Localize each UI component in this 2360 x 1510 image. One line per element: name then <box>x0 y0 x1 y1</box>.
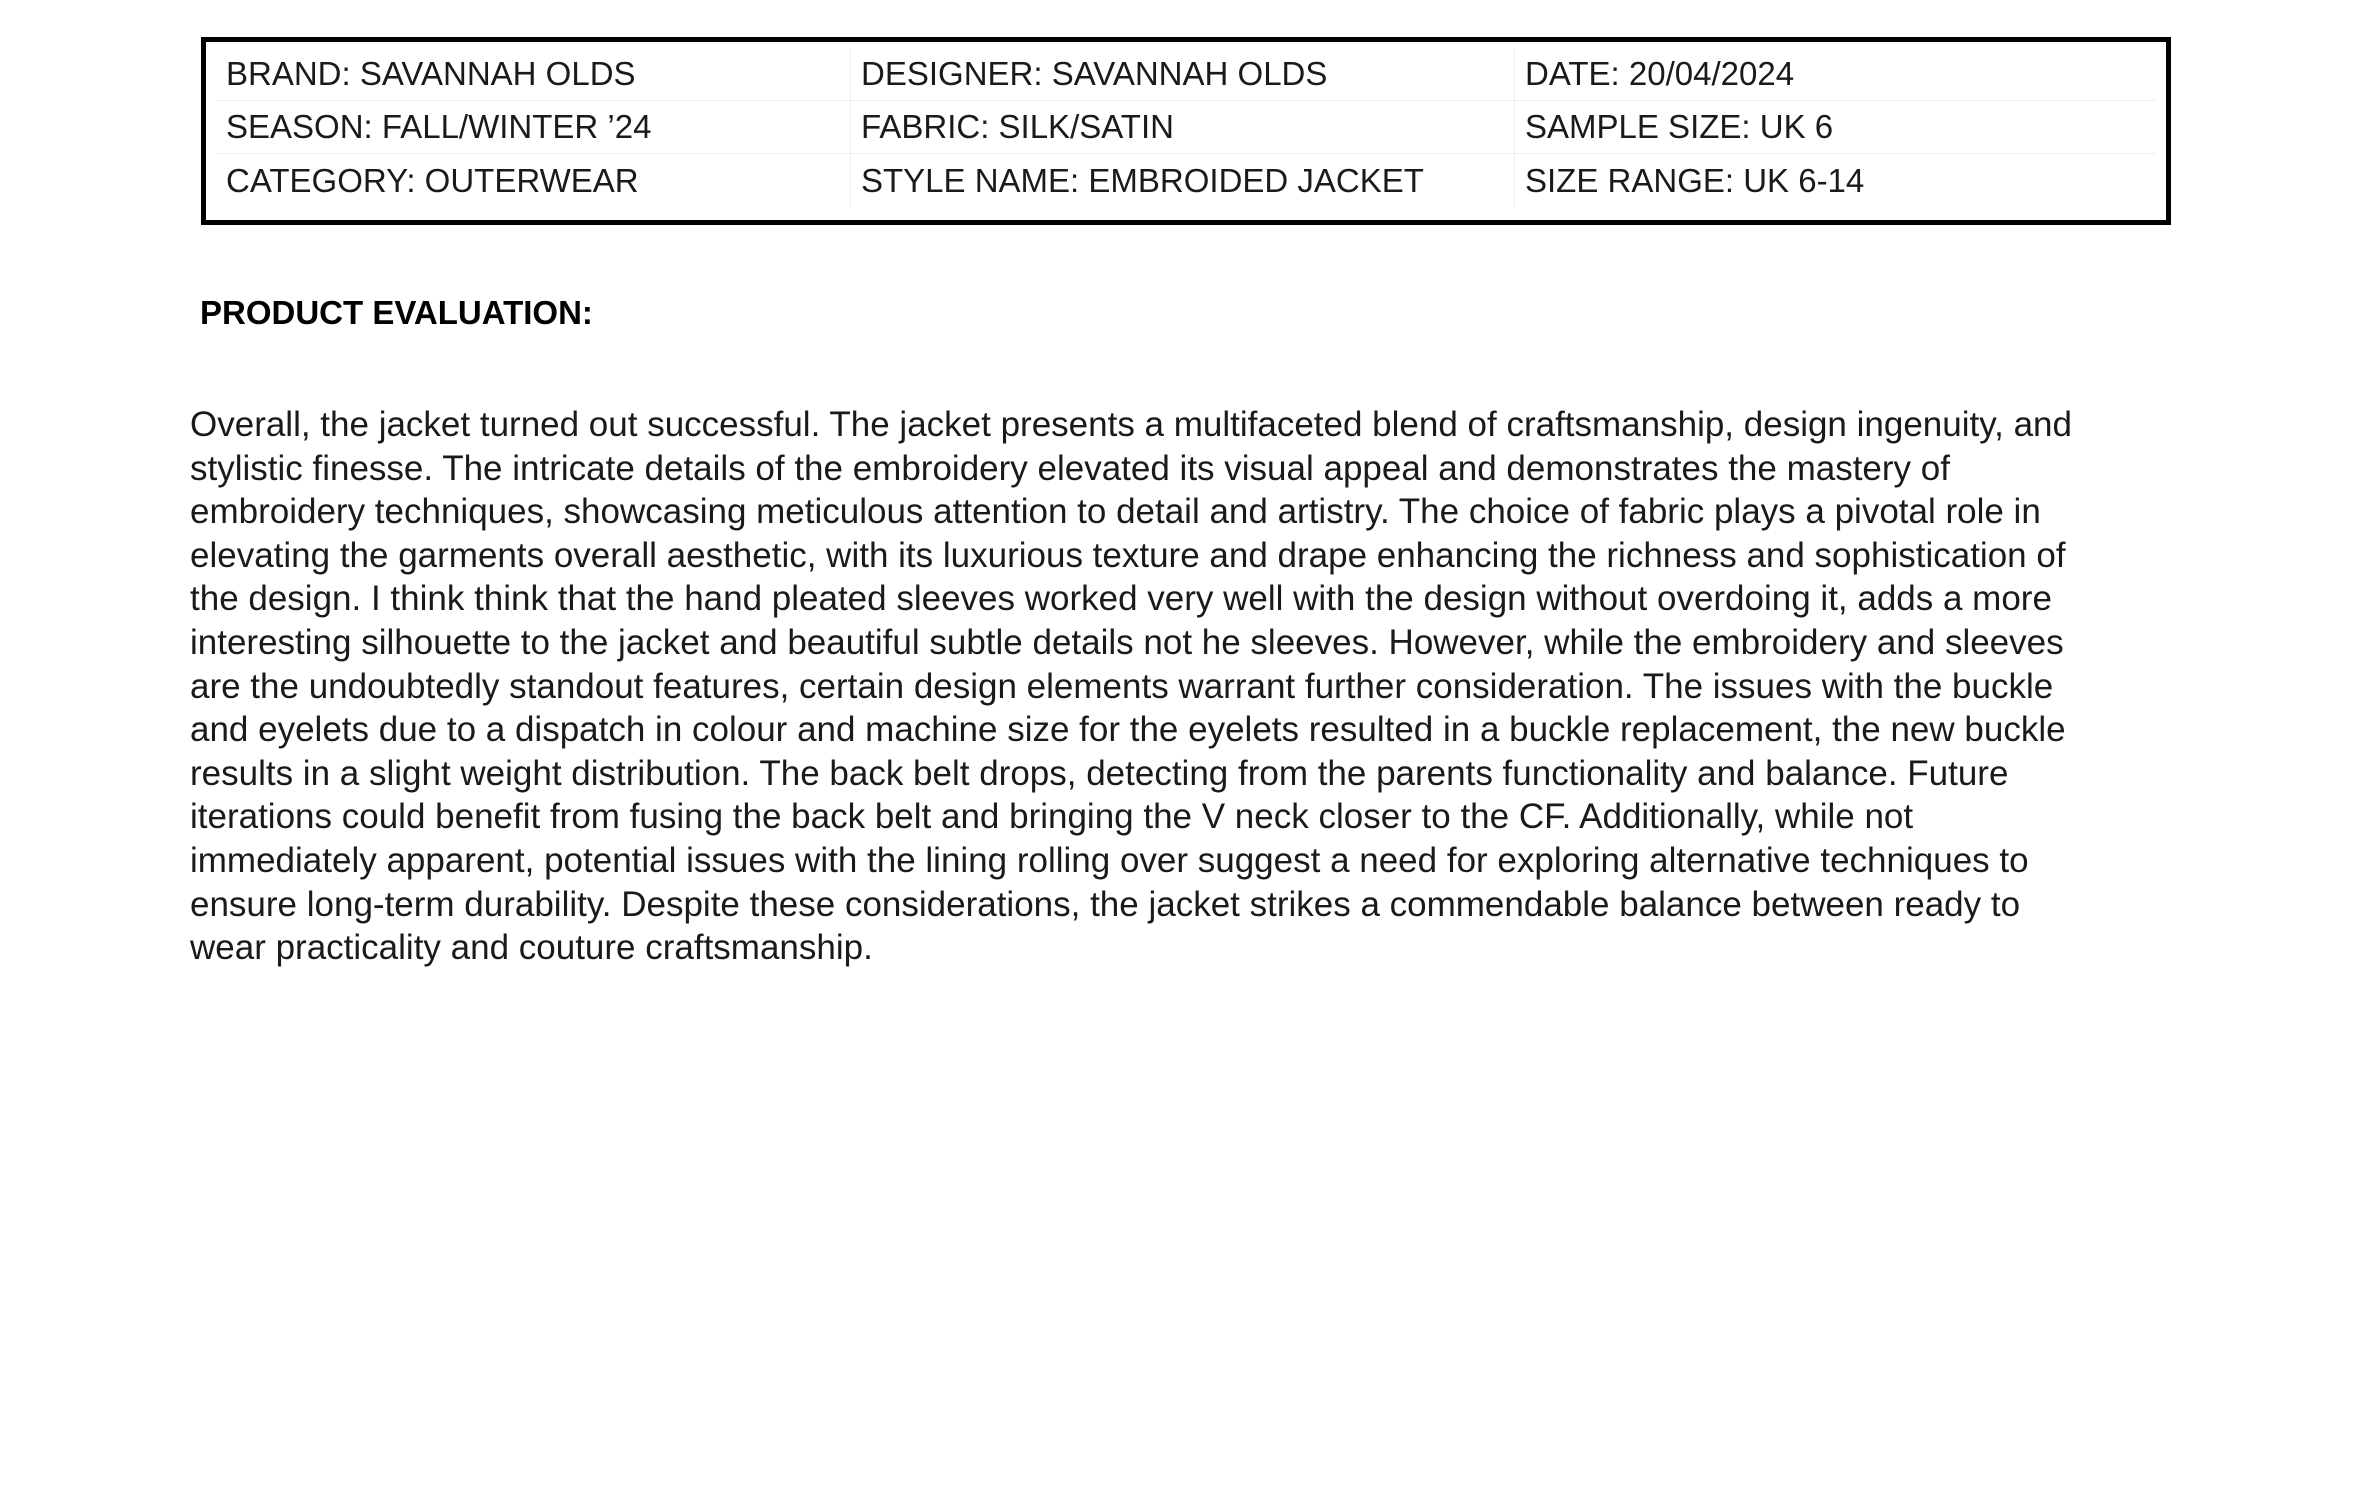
category-cell: CATEGORY: OUTERWEAR <box>216 154 851 207</box>
sample-size-cell: SAMPLE SIZE: UK 6 <box>1515 101 2156 154</box>
brand-cell: BRAND: SAVANNAH OLDS <box>216 48 851 101</box>
product-evaluation-text: Overall, the jacket turned out successful. The jacket presents a multifaceted blend of craftsmanship, design ingenuity, and stylistic finesse. The intricate details of the embroidery elevated its visual appeal and demonstrates the mastery of embroidery techniques, showcasing meticulous attention to detail and artistry. The choice of fabric plays a pivotal role in elevating the garments overall aesthetic, with its luxurious texture and drape enhancing the richness and sophistication of the design. I think think that the hand pleated sleeves worked very well with the design without overdoing it, adds a more interesting silhouette to the jacket and beautiful subtle details not he sleeves. However, while the embroidery and sleeves are the undoubtedly standout features, certain design elements warrant further consideration. The issues with the buckle and eyelets due to a dispatch in colour and machine size for the eyelets resulted in a buckle replacement, the new buckle results in a slight weight distribution. The back belt drops, detecting from the parents functionality and balance. Future iterations could benefit from fusing the back belt and bringing the V neck closer to the CF. Additionally, while not immediately apparent, potential issues with the lining rolling over suggest a need for exploring alternative techniques to ensure long-term durability. Despite these considerations, the jacket strikes a commendable balance between ready to wear practicality and couture craftsmanship. <box>190 405 2072 968</box>
designer-cell: DESIGNER: SAVANNAH OLDS <box>851 48 1515 101</box>
style-name-cell: STYLE NAME: EMBROIDED JACKET <box>851 154 1515 207</box>
product-evaluation-heading: PRODUCT EVALUATION: <box>200 294 593 331</box>
fabric-cell: FABRIC: SILK/SATIN <box>851 101 1515 154</box>
date-cell: DATE: 20/04/2024 <box>1515 48 2156 101</box>
spec-sheet-grid <box>216 48 2156 214</box>
season-cell: SEASON: FALL/WINTER ’24 <box>216 101 851 154</box>
spec-sheet-table <box>201 37 2171 225</box>
size-range-cell: SIZE RANGE: UK 6-14 <box>1525 161 1865 199</box>
